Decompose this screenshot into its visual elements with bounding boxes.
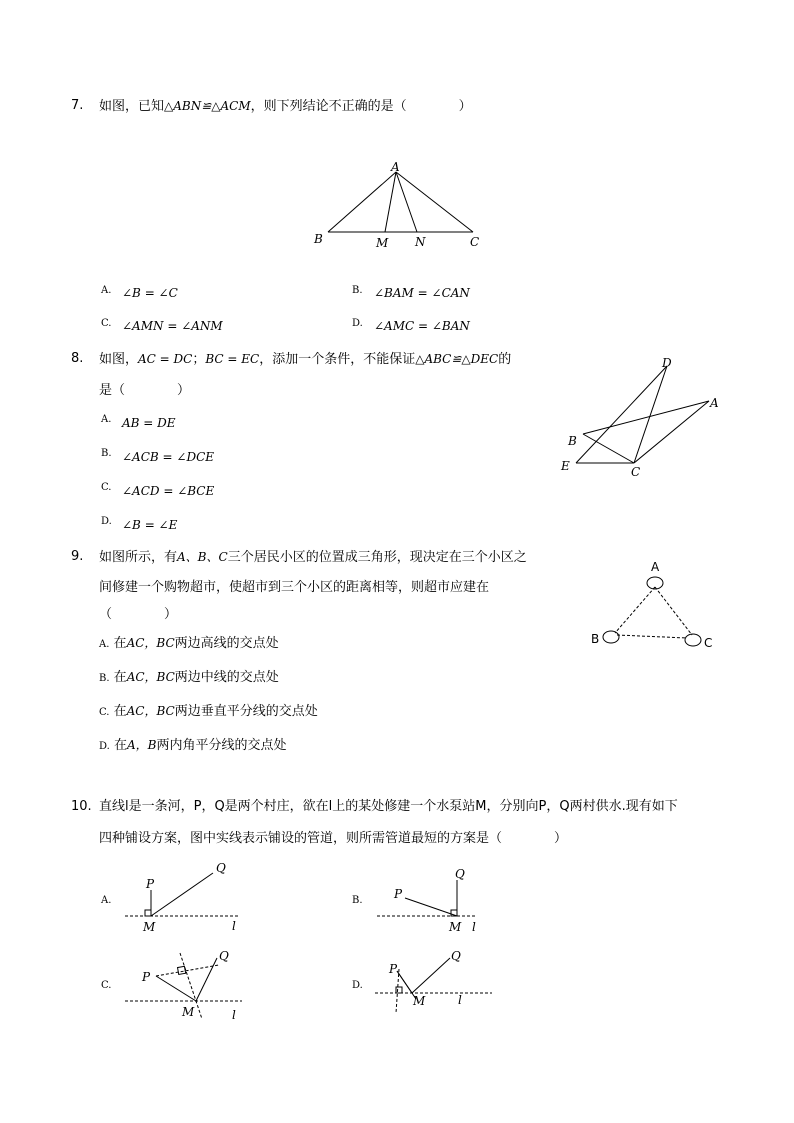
q8-point-c-label: C bbox=[631, 465, 641, 479]
q8-stem bbox=[99, 351, 511, 368]
q10c-point-q-label: Q bbox=[219, 949, 229, 963]
q9-option-a-pre: 在 bbox=[113, 636, 127, 651]
q10-number: 10. bbox=[71, 799, 92, 814]
q10-stem-line2: 四种铺设方案，图中实线表示铺设的管道，则所需管道最短的方案是（ ） bbox=[99, 831, 568, 846]
q9-option-d-label: D. bbox=[99, 741, 110, 752]
q9-option-a-math: AC，BC bbox=[126, 636, 175, 650]
q8-stem-sep: ； bbox=[192, 352, 206, 367]
q10-option-d-label: D. bbox=[352, 980, 363, 991]
q9-option-c-post: 两边垂直平分线的交点处 bbox=[174, 704, 318, 719]
q7-point-a-label: A bbox=[391, 160, 400, 174]
q8-condition-1: AC = DC bbox=[138, 352, 193, 366]
q9-option-c bbox=[99, 703, 318, 721]
q9-option-a-label: A. bbox=[99, 639, 110, 650]
q8-stem-pre: 如图， bbox=[99, 352, 139, 367]
q8-option-b-text: ∠ACB = ∠DCE bbox=[122, 450, 215, 464]
q7-number: 7. bbox=[71, 98, 84, 113]
q9-stem bbox=[99, 549, 527, 566]
q10-option-d-figure bbox=[372, 943, 502, 1028]
q7-option-c-text: ∠AMN = ∠ANM bbox=[122, 319, 223, 333]
q10-option-b-figure bbox=[372, 858, 497, 938]
q9-option-b bbox=[99, 669, 279, 687]
q8-option-c-text: ∠ACD = ∠BCE bbox=[122, 484, 215, 498]
q8-option-a-text: AB = DE bbox=[122, 416, 176, 430]
q9-option-a bbox=[99, 635, 279, 653]
q8-stem-post2: 的 bbox=[498, 352, 512, 367]
q7-stem-post: ，则下列结论不正确的是（ ） bbox=[250, 99, 472, 114]
q10-option-c-label: C. bbox=[101, 980, 112, 991]
q9-option-c-math: AC，BC bbox=[126, 704, 175, 718]
q10b-point-p-label: P bbox=[394, 887, 403, 901]
q10-option-b-label: B. bbox=[352, 895, 363, 906]
q9-option-b-pre: 在 bbox=[113, 670, 127, 685]
q8-point-e-label: E bbox=[561, 459, 570, 473]
q8-option-a-label: A. bbox=[101, 414, 112, 425]
q10b-line-l-label: l bbox=[472, 920, 476, 934]
q8-point-b-label: B bbox=[568, 434, 577, 448]
q10-stem-line1: 直线l是一条河，P，Q是两个村庄，欲在l上的某处修建一个水泵站M，分别向P，Q两村供水.现有如下 bbox=[99, 799, 678, 814]
q10d-point-q-label: Q bbox=[451, 949, 461, 963]
q7-option-a-label: A. bbox=[101, 285, 112, 296]
q10d-point-m-label: M bbox=[413, 994, 426, 1008]
q9-option-a-post: 两边高线的交点处 bbox=[174, 636, 279, 651]
q10b-point-q-label: Q bbox=[455, 867, 465, 881]
q9-stem-points: A、B、C bbox=[177, 550, 228, 564]
q8-stem-post1: ，添加一个条件，不能保证 bbox=[259, 352, 416, 367]
q7-option-b-label: B. bbox=[352, 285, 363, 296]
q9-figure bbox=[585, 555, 720, 655]
q7-point-b-label: B bbox=[314, 232, 323, 246]
q9-option-c-pre: 在 bbox=[113, 704, 127, 719]
q9-stem-pre: 如图所示，有 bbox=[99, 550, 178, 565]
q10a-line-l-label: l bbox=[232, 919, 236, 933]
q7-triangle-figure bbox=[308, 158, 488, 250]
q10c-point-m-label: M bbox=[182, 1005, 195, 1019]
q10a-point-p-label: P bbox=[146, 877, 155, 891]
q9-stem-post: 三个居民小区的位置成三角形，现决定在三个小区之 bbox=[227, 550, 527, 565]
q7-option-d-label: D. bbox=[352, 318, 363, 329]
q7-stem bbox=[99, 98, 472, 115]
q10b-point-m-label: M bbox=[449, 920, 462, 934]
q7-stem-pre: 如图，已知 bbox=[99, 99, 165, 114]
q10-option-a-figure bbox=[120, 858, 245, 938]
q8-point-a-label: A bbox=[710, 396, 719, 410]
q10-option-a-label: A. bbox=[101, 895, 112, 906]
q7-point-c-label: C bbox=[470, 235, 480, 249]
q10c-line-l-label: l bbox=[232, 1008, 236, 1022]
q10-option-c-figure bbox=[120, 943, 250, 1028]
q8-figure bbox=[555, 352, 730, 482]
q9-stem-line3: （ ） bbox=[99, 607, 178, 622]
q9-option-d bbox=[99, 737, 287, 755]
q9-option-b-label: B. bbox=[99, 673, 110, 684]
q9-point-b-label: B bbox=[591, 632, 600, 646]
q8-stem-line2: 是（ ） bbox=[99, 383, 191, 398]
q10a-point-m-label: M bbox=[143, 920, 156, 934]
q9-point-c-label: C bbox=[704, 636, 713, 650]
q10a-point-q-label: Q bbox=[216, 861, 226, 875]
q7-stem-math: △ABN≌△ACM bbox=[164, 99, 251, 113]
q9-option-d-pre: 在 bbox=[113, 738, 127, 753]
q9-point-a-label: A bbox=[651, 560, 660, 574]
q9-stem-line2: 间修建一个购物超市，使超市到三个小区的距离相等，则超市应建在 bbox=[99, 580, 490, 595]
q8-point-d-label: D bbox=[662, 356, 672, 370]
q8-option-b-label: B. bbox=[101, 448, 112, 459]
q8-number: 8. bbox=[71, 351, 84, 366]
q8-option-d-text: ∠B = ∠E bbox=[122, 518, 178, 532]
q8-option-d-label: D. bbox=[101, 516, 112, 527]
q9-option-b-math: AC，BC bbox=[126, 670, 175, 684]
q7-point-n-label: N bbox=[415, 235, 426, 249]
q9-option-d-math: A，B bbox=[127, 738, 157, 752]
q7-point-m-label: M bbox=[376, 236, 389, 250]
q7-option-d-text: ∠AMC = ∠BAN bbox=[374, 319, 470, 333]
q8-option-c-label: C. bbox=[101, 482, 112, 493]
q7-option-c-label: C. bbox=[101, 318, 112, 329]
q9-option-c-label: C. bbox=[99, 707, 110, 718]
q10d-line-l-label: l bbox=[458, 993, 462, 1007]
q9-number: 9. bbox=[71, 549, 84, 564]
q8-condition-2: BC = EC bbox=[205, 352, 260, 366]
q9-option-d-post: 两内角平分线的交点处 bbox=[156, 738, 287, 753]
q7-option-a-text: ∠B = ∠C bbox=[122, 286, 178, 300]
q10d-point-p-label: P bbox=[389, 962, 398, 976]
q9-option-b-post: 两边中线的交点处 bbox=[174, 670, 279, 685]
q8-stem-math: △ABC≌△DEC bbox=[415, 352, 499, 366]
q7-option-b-text: ∠BAM = ∠CAN bbox=[374, 286, 470, 300]
q10c-point-p-label: P bbox=[142, 970, 151, 984]
